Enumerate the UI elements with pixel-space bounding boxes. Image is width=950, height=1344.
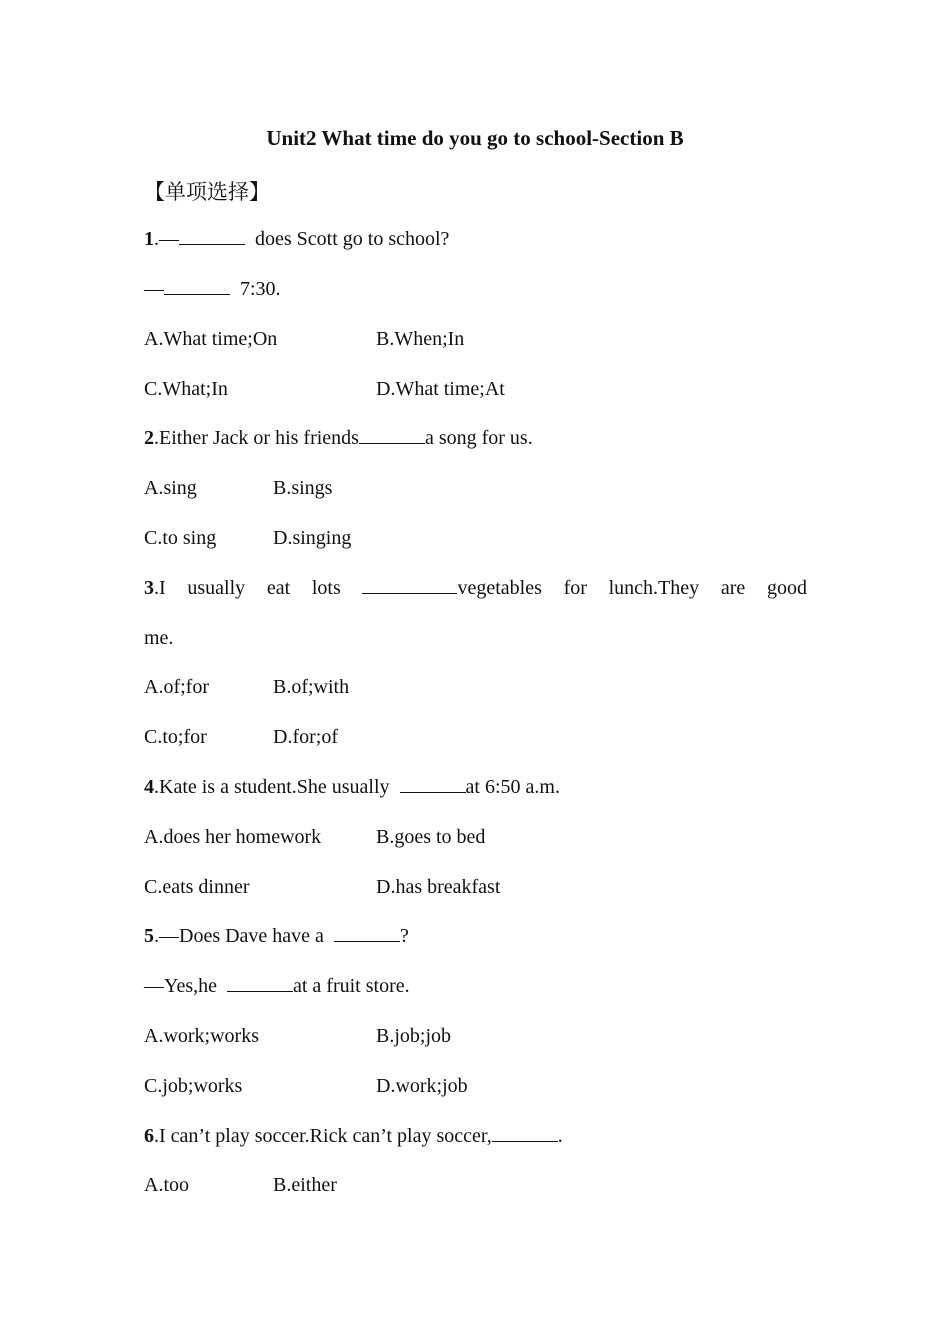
option-a: A.of;for xyxy=(144,676,209,698)
option-a: A.too xyxy=(144,1174,189,1196)
answer-blank xyxy=(359,427,425,444)
option-b: B.sings xyxy=(273,477,333,499)
question-number: 6 xyxy=(144,1125,154,1147)
option-a: A.work;works xyxy=(144,1025,259,1047)
question-1-reply: — 7:30. xyxy=(144,278,281,300)
answer-blank xyxy=(400,776,466,793)
option-b: B.goes to bed xyxy=(376,826,486,848)
option-a: A.does her homework xyxy=(144,826,322,848)
option-a: A.What time;On xyxy=(144,328,278,350)
answer-blank xyxy=(492,1125,558,1142)
option-b: B.When;In xyxy=(376,328,465,350)
question-5-reply: —Yes,he at a fruit store. xyxy=(144,975,410,997)
question-6-stem: 6.I can’t play soccer.Rick can’t play soccer, . xyxy=(144,1125,563,1147)
section-heading: 【单项选择】 xyxy=(144,180,270,204)
page-title: Unit2 What time do you go to school-Section B xyxy=(266,126,684,150)
question-number: 2 xyxy=(144,427,154,449)
question-number: 3 xyxy=(144,577,154,599)
option-d: D.singing xyxy=(273,527,352,549)
option-d: D.has breakfast xyxy=(376,876,501,898)
question-number: 5 xyxy=(144,925,154,947)
option-c: C.What;In xyxy=(144,378,228,400)
question-3-stem: 3.I usually eat lots vegetables for lunch.They are good xyxy=(144,577,807,599)
option-b: B.of;with xyxy=(273,676,350,698)
answer-blank xyxy=(179,228,245,245)
option-d: D.work;job xyxy=(376,1075,468,1097)
option-b: B.either xyxy=(273,1174,337,1196)
question-2-stem: 2.Either Jack or his friends a song for us. xyxy=(144,427,533,449)
option-a: A.sing xyxy=(144,477,197,499)
option-c: C.to;for xyxy=(144,726,207,748)
answer-blank xyxy=(164,278,230,295)
answer-blank xyxy=(362,577,457,594)
option-b: B.job;job xyxy=(376,1025,452,1047)
answer-blank xyxy=(334,925,400,942)
option-d: D.for;of xyxy=(273,726,338,748)
option-c: C.eats dinner xyxy=(144,876,250,898)
question-number: 1 xyxy=(144,228,154,250)
option-d: D.What time;At xyxy=(376,378,505,400)
question-5-stem: 5.—Does Dave have a ? xyxy=(144,925,409,947)
option-c: C.to sing xyxy=(144,527,217,549)
question-number: 4 xyxy=(144,776,154,798)
answer-blank xyxy=(227,975,293,992)
option-c: C.job;works xyxy=(144,1075,243,1097)
question-4-stem: 4.Kate is a student.She usually at 6:50 a.m. xyxy=(144,776,560,798)
question-3-continuation: me. xyxy=(144,627,174,649)
question-1-stem: 1.— does Scott go to school? xyxy=(144,228,450,250)
